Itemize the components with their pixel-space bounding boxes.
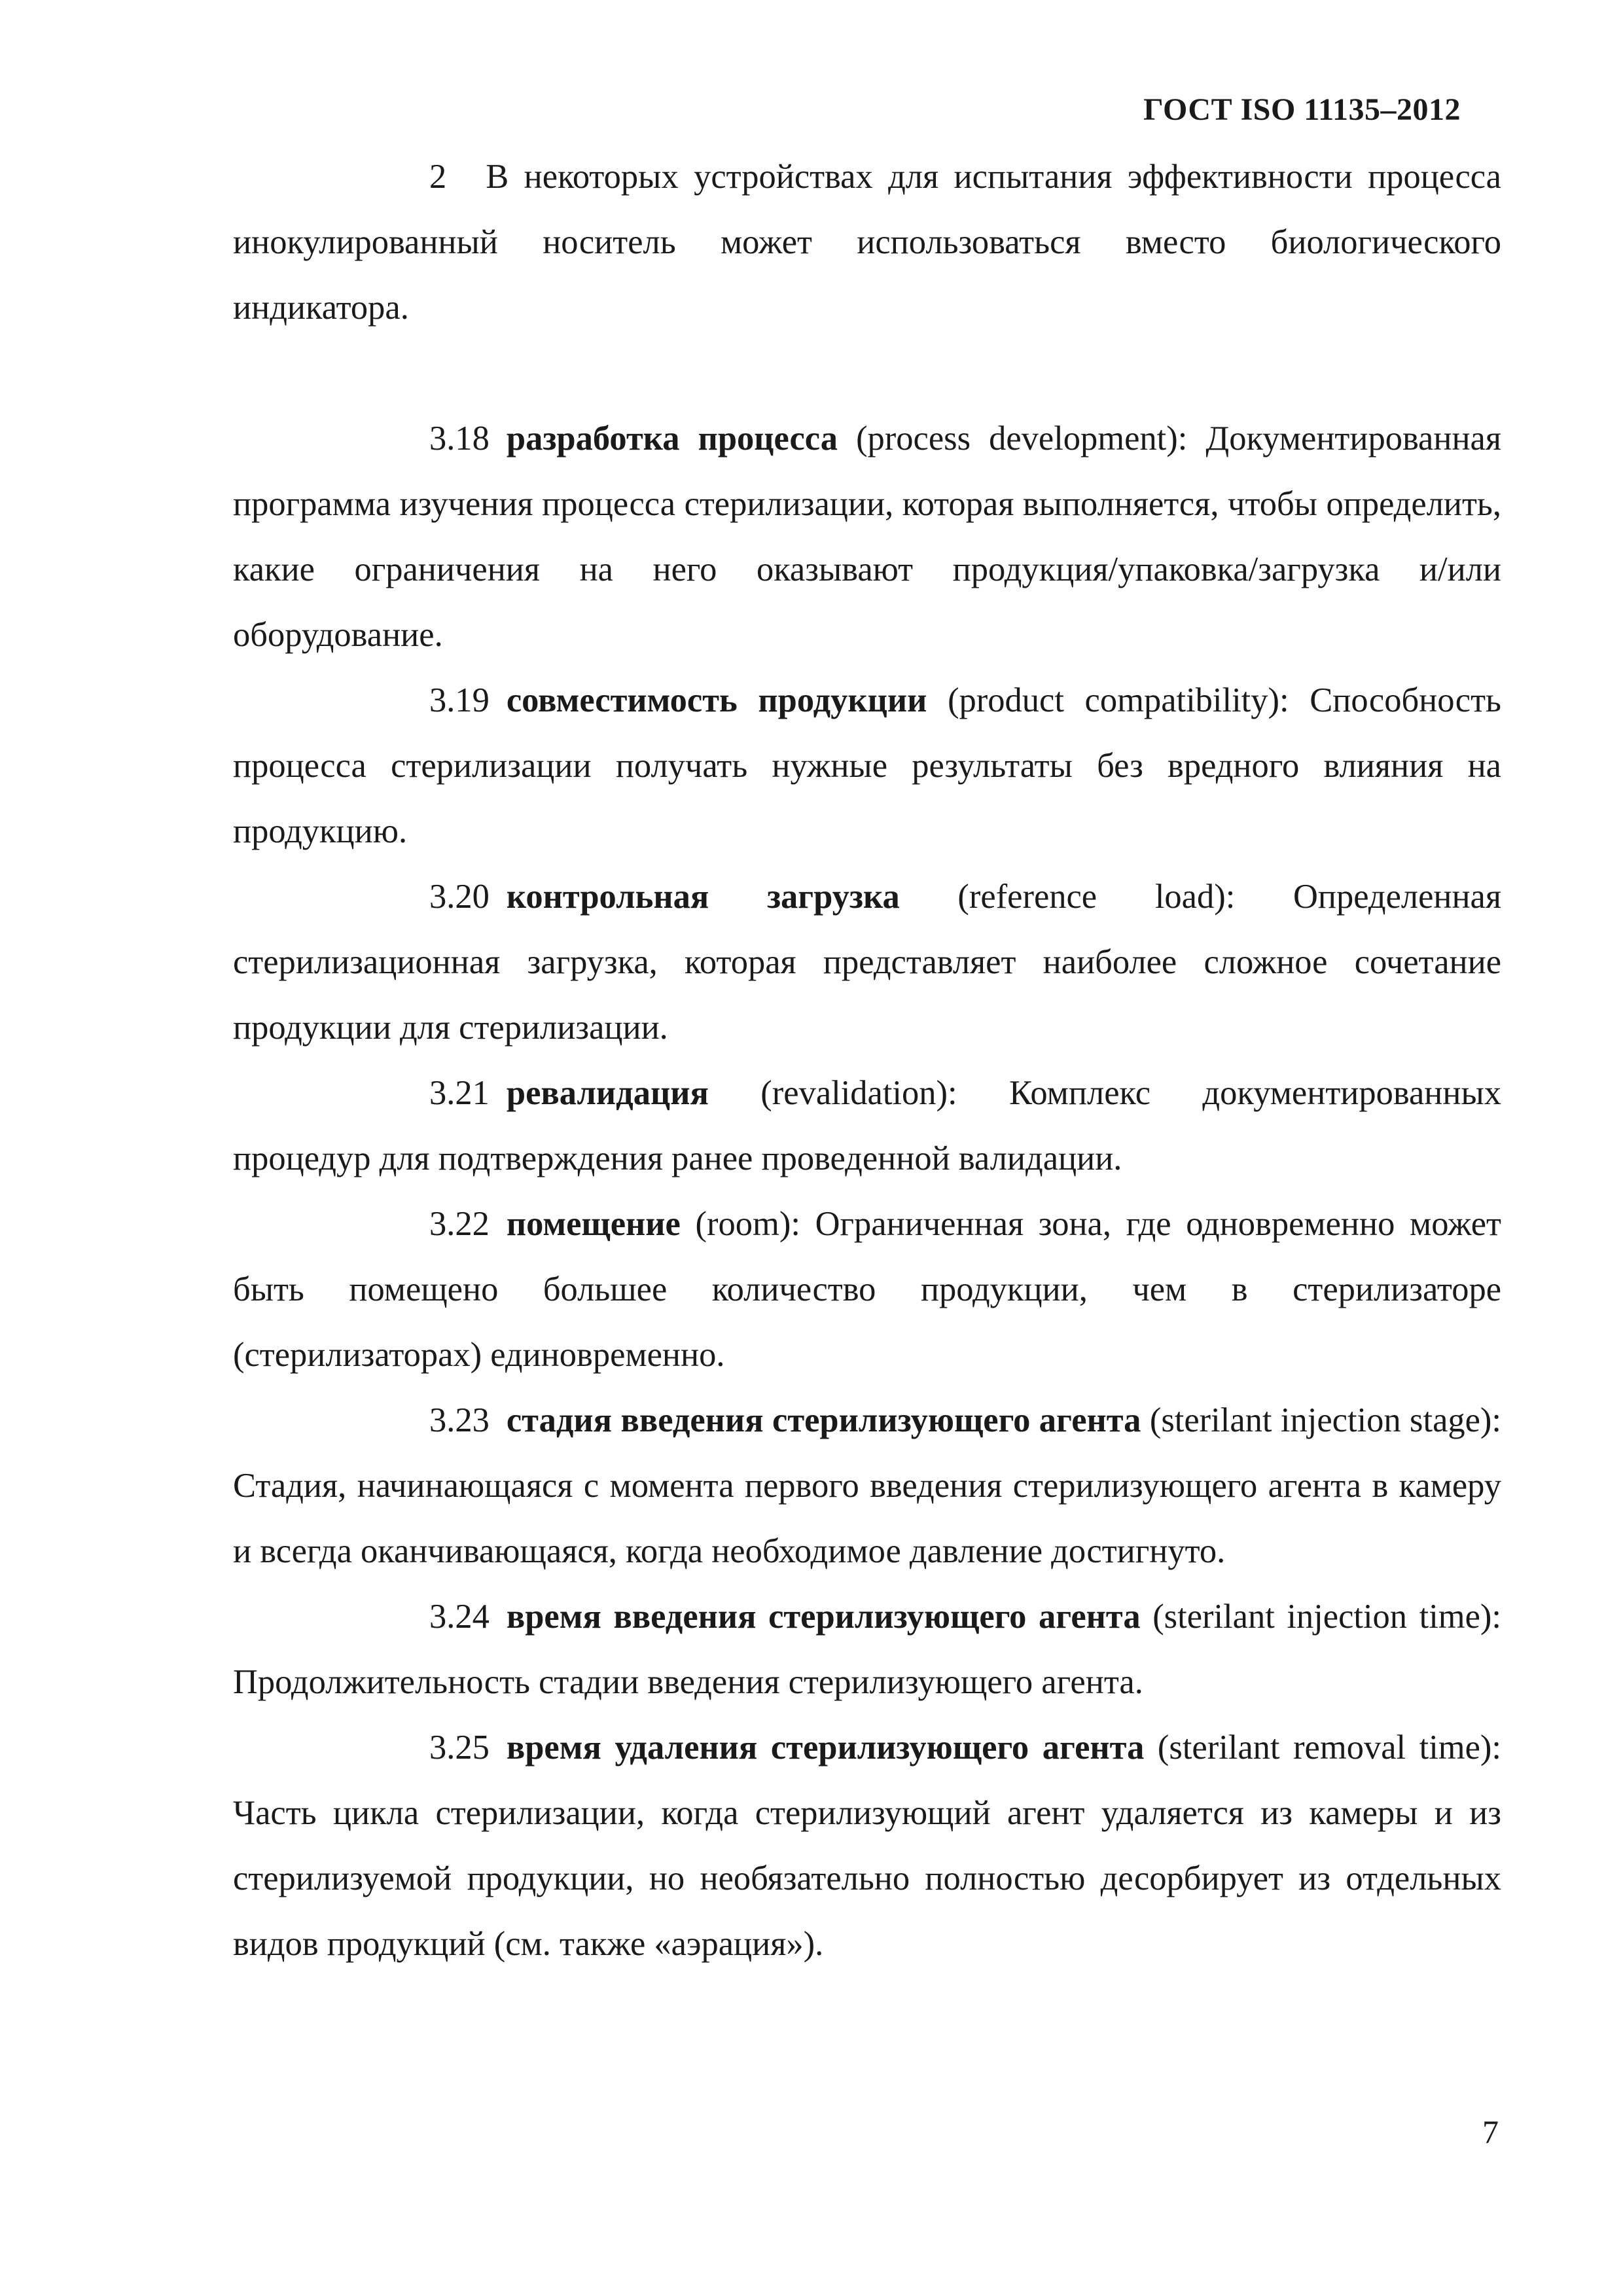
definition-number: 3.18 bbox=[429, 420, 490, 457]
definition-3-20 bbox=[233, 864, 1501, 1060]
document-body bbox=[233, 144, 1501, 1977]
definition-number: 3.22 bbox=[429, 1205, 490, 1243]
definition-text: (sterilant injection stage): Стадия, начинающаяся с момента первого введения стерилизующего агента в камеру и всегда оканчивающаяся, когда необходимое давление достигнуто. bbox=[233, 1401, 1501, 1570]
note-text: В некоторых устройствах для испытания эффективности процесса инокулированный носитель может использоваться вместо биологического индикатора. bbox=[233, 158, 1501, 327]
definition-number: 3.23 bbox=[429, 1401, 490, 1439]
note-number: 2 bbox=[429, 158, 447, 196]
definition-3-24 bbox=[233, 1584, 1501, 1715]
definition-term: время введения стерилизующего агента bbox=[506, 1598, 1141, 1636]
definition-number: 3.25 bbox=[429, 1729, 490, 1767]
definition-number: 3.20 bbox=[429, 878, 490, 916]
definition-number: 3.24 bbox=[429, 1598, 490, 1636]
definition-3-25 bbox=[233, 1715, 1501, 1977]
definition-term: контрольная загрузка bbox=[506, 878, 900, 916]
document-header: ГОСТ ISO 11135–2012 bbox=[1143, 92, 1461, 127]
definition-term: помещение bbox=[506, 1205, 681, 1243]
definition-term: совместимость продукции bbox=[506, 681, 927, 719]
definition-3-19 bbox=[233, 668, 1501, 864]
definition-number: 3.21 bbox=[429, 1074, 490, 1112]
definition-text: (sterilant removal time): Часть цикла стерилизации, когда стерилизующий агент удаляется из камеры и из стерилизуемой продукции, но необязательно полностью десорбирует из отдельных видов продукций (см. также «аэрация»). bbox=[233, 1729, 1502, 1963]
definition-text: (reference load): Определенная стерилизационная загрузка, которая представляет наиболее сложное сочетание продукции для стерилизации. bbox=[233, 878, 1502, 1047]
definition-text: (sterilant injection time): Продолжительность стадии введения стерилизующего агента. bbox=[233, 1598, 1501, 1701]
definition-3-18 bbox=[233, 406, 1501, 668]
definition-3-22 bbox=[233, 1191, 1501, 1388]
definition-term: стадия введения стерилизующего агента bbox=[506, 1401, 1141, 1439]
definition-number: 3.19 bbox=[429, 681, 490, 719]
definition-term: разработка процесса bbox=[506, 420, 838, 457]
definition-text: (room): Ограниченная зона, где одновременно может быть помещено большее количество продукции, чем в стерилизаторе (стерилизаторах) единовременно. bbox=[233, 1205, 1502, 1374]
definition-term: время удаления стерилизующего агента bbox=[506, 1729, 1145, 1767]
definition-3-21 bbox=[233, 1060, 1501, 1191]
definition-text: (process development): Документированная программа изучения процесса стерилизации, которая выполняется, чтобы определить, какие ограничения на него оказывают продукция/упаковка/загрузка и/или оборудование. bbox=[233, 420, 1501, 654]
note-paragraph bbox=[233, 144, 1501, 340]
page-number: 7 bbox=[1482, 2113, 1499, 2150]
definition-term: ревалидация bbox=[506, 1074, 709, 1112]
definition-3-23 bbox=[233, 1388, 1501, 1584]
definition-text: (product compatibility): Способность процесса стерилизации получать нужные результаты без вредного влияния на продукцию. bbox=[233, 681, 1501, 850]
definition-text: (revalidation): Комплекс документированных процедур для подтверждения ранее проведенной валидации. bbox=[233, 1074, 1501, 1177]
